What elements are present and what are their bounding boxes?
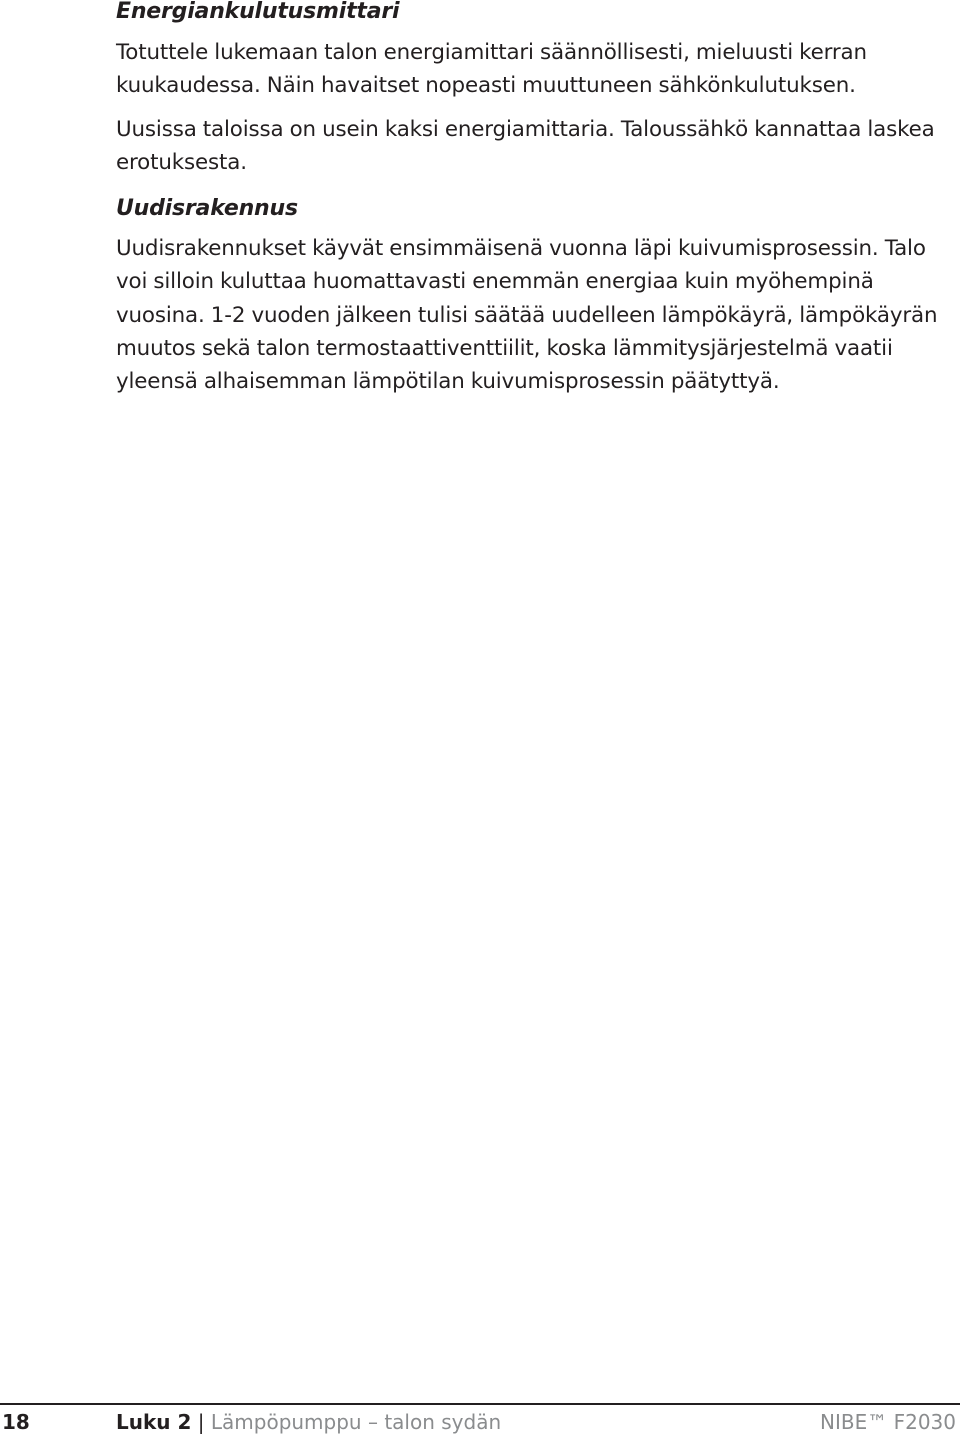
- chapter-number: Luku 2: [116, 1410, 192, 1434]
- footer-divider: [0, 1403, 960, 1405]
- page-footer: [0, 1407, 960, 1440]
- section-heading-new-building: Uudisrakennus: [116, 196, 298, 222]
- chapter-title: Lämpöpumppu – talon sydän: [210, 1410, 502, 1434]
- paragraph-meter-reading: Totuttele lukemaan talon energiamittari säännöllisesti, mieluusti kerran kuukaudessa. Näin havaitset nopeasti muuttuneen sähkönkulutuksen.: [116, 40, 867, 99]
- chapter-label: [116, 1407, 501, 1437]
- product-brand: NIBE™ F2030: [820, 1410, 956, 1434]
- paragraph-two-meters: Uusissa taloissa on usein kaksi energiamittaria. Taloussähkö kannattaa laskea erotuksesta.: [116, 116, 935, 175]
- paragraph-drying-process: Uudisrakennukset käyvät ensimmäisenä vuonna läpi kuivumisprosessin. Talo voi silloin kuluttaa huomattavasti enemmän energiaa kuin myöhempinä vuosina. 1-2 vuoden jälkeen tulisi säätää uudelleen lämpökäyrä, lämpökäyrän muutos sekä talon termostaattiventtiilit, koska lämmitysjärjestelmä vaatii yleensä alhaisemman lämpötilan kuivumisprosessin päätyttyä.: [116, 236, 938, 395]
- main-content: [116, 0, 954, 399]
- section-heading-energy-meter: Energiankulutusmittari: [116, 0, 400, 24]
- chapter-separator: |: [197, 1410, 205, 1434]
- page-number: 18: [2, 1410, 30, 1434]
